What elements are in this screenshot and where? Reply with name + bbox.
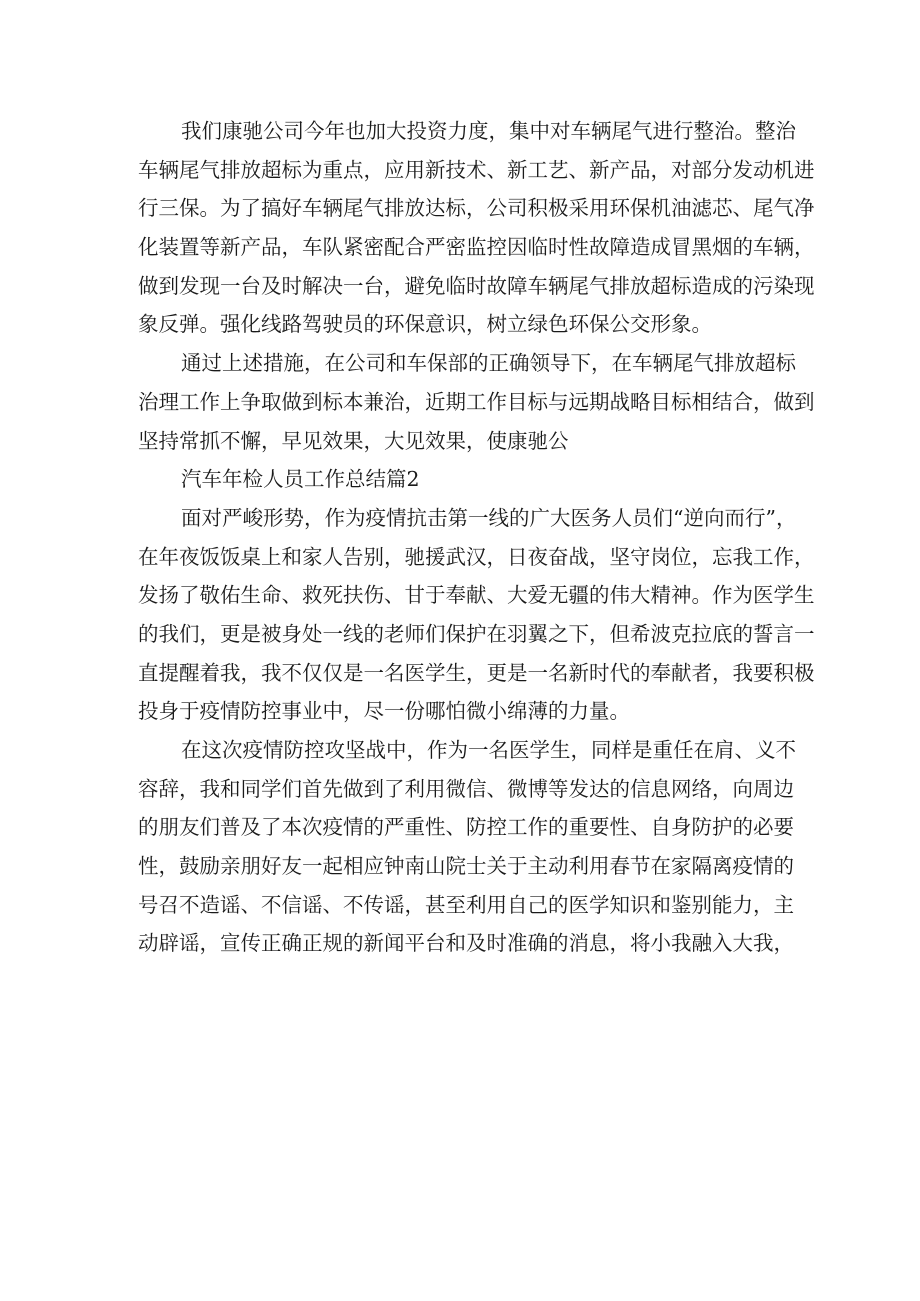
text-line: 的我们，更是被身处一线的老师们保护在羽翼之下，但希波克拉底的誓言一 <box>138 621 815 646</box>
paragraph-2 <box>138 344 815 460</box>
paragraph-4 <box>138 731 796 963</box>
text-line: 容辞，我和同学们首先做到了利用微信、微博等发达的信息网络，向周边 <box>138 776 794 801</box>
text-line: 车辆尾气排放超标为重点，应用新技术、新工艺、新产品，对部分发动机进 <box>138 157 815 182</box>
text-line: 性，鼓励亲朋好友一起相应钟南山院士关于主动利用春节在家隔离疫情的 <box>138 854 794 879</box>
paragraph-1 <box>138 112 815 344</box>
text-line: 治理工作上争取做到标本兼治，近期工作目标与远期战略目标相结合，做到 <box>138 389 815 414</box>
text-line: 行三保。为了搞好车辆尾气排放达标，公司积极采用环保机油滤芯、尾气净 <box>138 196 815 221</box>
paragraph-3 <box>138 499 815 731</box>
text-line: 发扬了敬佑生命、救死扶伤、甘于奉献、大爱无疆的伟大精神。作为医学生 <box>138 583 815 608</box>
text-line: 投身于疫情防控事业中，尽一份哪怕微小绵薄的力量。 <box>138 699 630 724</box>
text-line: 的朋友们普及了本次疫情的严重性、防控工作的重要性、自身防护的必要 <box>138 815 794 840</box>
text-line: 在年夜饭饭桌上和家人告别，驰援武汉，日夜奋战，坚守岗位，忘我工作， <box>138 544 815 569</box>
text-line: 号召不造谣、不信谣、不传谣，甚至利用自己的医学知识和鉴别能力，主 <box>138 892 794 917</box>
text-line: 在这次疫情防控攻坚战中，作为一名医学生，同样是重任在肩、义不 <box>181 738 796 762</box>
text-line: 直提醒着我，我不仅仅是一名医学生，更是一名新时代的奉献者，我要积极 <box>138 660 815 685</box>
text-line: 做到发现一台及时解决一台，避免临时故障车辆尾气排放超标造成的污染现 <box>138 273 815 298</box>
section-heading: 汽车年检人员工作总结篇2 <box>181 467 420 492</box>
text-line: 象反弹。强化线路驾驶员的环保意识，树立绿色环保公交形象。 <box>138 312 712 337</box>
text-line: 面对严峻形势，作为疫情抗击第一线的广大医务人员们“逆向而行”， <box>181 505 797 530</box>
document-body <box>138 112 815 963</box>
text-line: 坚持常抓不懈，早见效果，大见效果，使康驰公 <box>138 428 569 453</box>
text-line: 动辟谣，宣传正确正规的新闻平台和及时准确的消息，将小我融入大我， <box>138 931 794 956</box>
text-line: 通过上述措施，在公司和车保部的正确领导下，在车辆尾气排放超标 <box>181 351 796 376</box>
text-line: 我们康驰公司今年也加大投资力度，集中对车辆尾气进行整治。整治 <box>181 119 796 143</box>
text-line: 化装置等新产品，车队紧密配合严密监控因临时性故障造成冒黑烟的车辆， <box>138 235 815 260</box>
